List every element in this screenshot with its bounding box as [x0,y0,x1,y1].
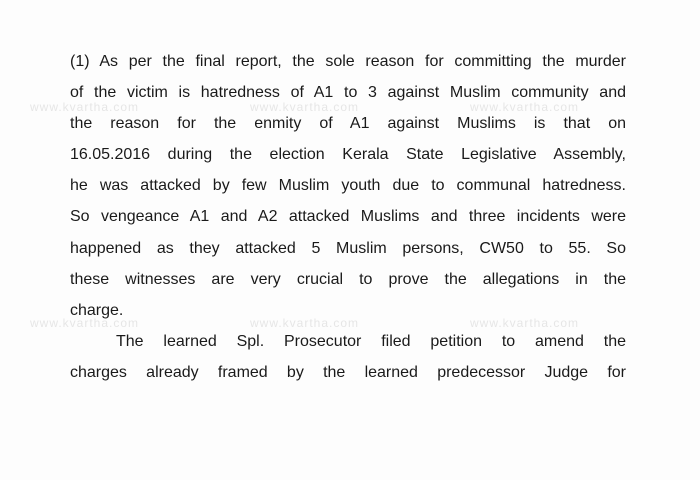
watermark: www.kvartha.com [250,316,360,330]
watermark: www.kvartha.com [470,100,580,114]
watermark: www.kvartha.com [30,316,140,330]
text-line: charge. [70,301,124,319]
watermark: www.kvartha.com [470,316,580,330]
text-line: of the victim is hatredness of A1 to 3 against Muslim community and [70,84,626,102]
text-line: charges already framed by the learned predecessor Judge for [70,363,626,381]
paragraph-2 [70,326,626,388]
text-line: he was attacked by few Muslim youth due to communal hatredness. [70,177,626,195]
body-text [70,46,626,388]
text-line: the reason for the enmity of A1 against Muslims is that on [70,115,626,133]
text-line: these witnesses are very crucial to prove the allegations in the [70,270,626,288]
text-line: happened as they attacked 5 Muslim persons, CW50 to 55. So [70,239,626,257]
text-line: (1) As per the final report, the sole reason for committing the murder [70,53,626,70]
watermark: www.kvartha.com [30,100,140,114]
paragraph-1 [70,46,626,326]
text-line: So vengeance A1 and A2 attacked Muslims and three incidents were [70,208,626,226]
text-line: The learned Spl. Prosecutor filed petition to amend the [116,332,626,350]
text-line: 16.05.2016 during the election Kerala State Legislative Assembly, [70,146,626,164]
watermark: www.kvartha.com [250,100,360,114]
